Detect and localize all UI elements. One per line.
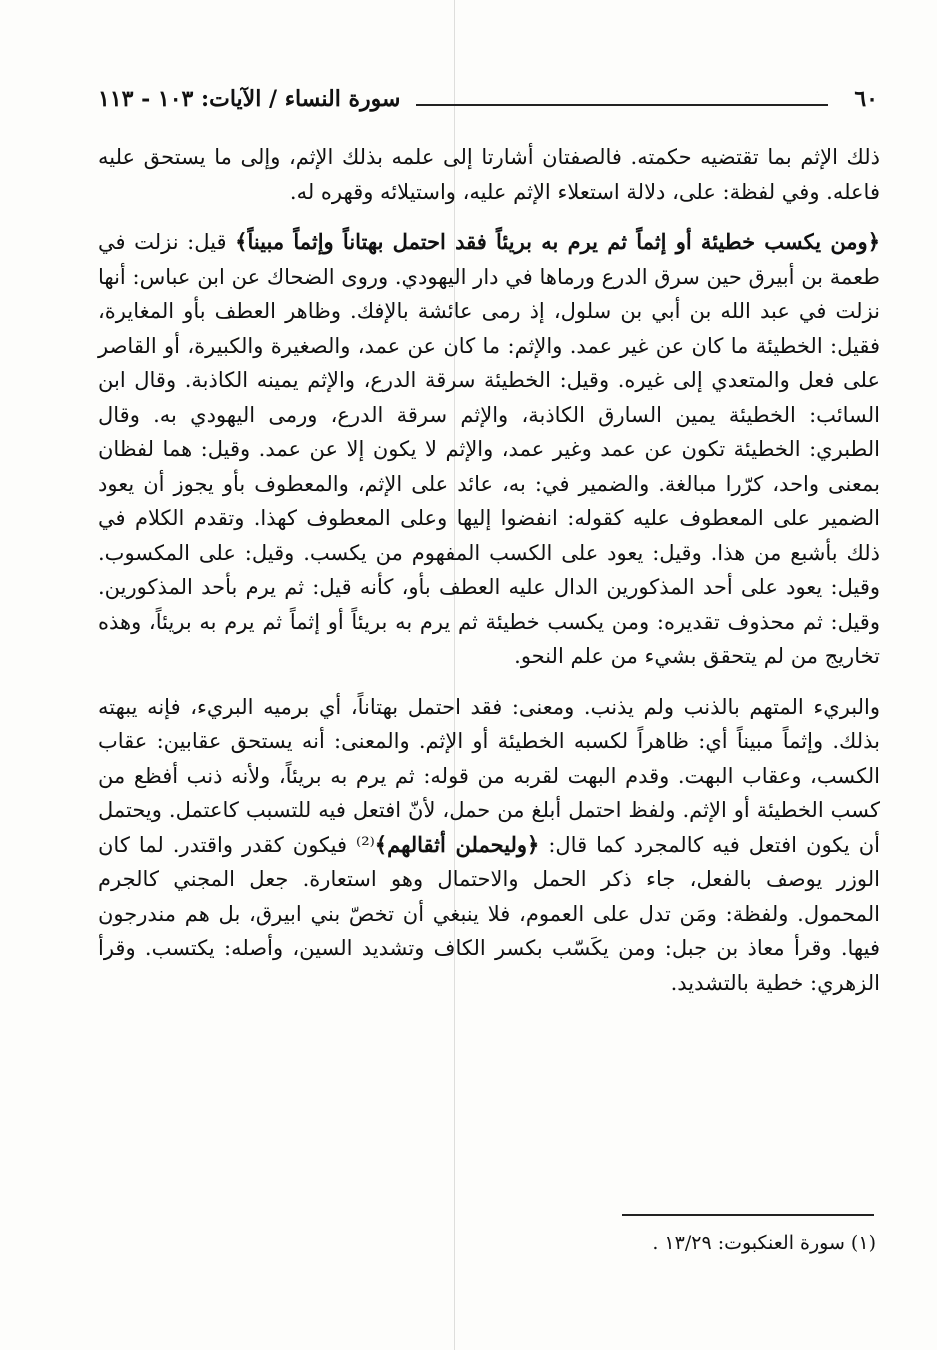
footnote-rule bbox=[622, 1214, 874, 1216]
text-run: ذلك الإثم بما تقتضيه حكمته. فالصفتان أشارتا إلى علمه بذلك الإثم، وإلى ما يستحق عليه فاعله. وفي لفظة: على، دلالة استعلاء الإثم عليه، واستيلائه وقهره له. bbox=[98, 145, 880, 204]
text-run: قيل: نزلت في طعمة بن أبيرق حين سرق الدرع ورماها في دار اليهودي. وروى الضحاك عن ابن عباس: أنها نزلت في عبد الله بن أبي بن سلول، إذ رمى عائشة بالإفك. وظاهر العطف بأو المغايرة، فقيل: الخطيئة ما كان عن غير عمد. والإثم: ما كان عن عمد، والصغيرة والكبيرة، أو القاصر على فعل والمتعدي إلى غيره. وقيل: الخطيئة سرقة الدرع، والإثم يمينه الكاذبة. وقال ابن السائب: الخطيئة يمين السارق الكاذبة، والإثم سرقة الدرع، ورمى اليهودي به. وقال الطبري: الخطيئة تكون عن عمد وغير عمد، والإثم لا يكون إلا عن عمد. وقيل: هما لفظان بمعنى واحد، كرّرا مبالغة. والضمير في: به، عائد على الإثم، والمعطوف بأو يجوز أن يعود الضمير على المعطوف عليه كقوله: انفضوا إليها وعلى المعطوف كهذا. وتقدم الكلام في ذلك بأشبع من هذا. وقيل: يعود على الكسب المفهوم من يكسب. وقيل: على المكسوب. وقيل: يعود على أحد المذكورين الدال عليه العطف بأو، كأنه قيل: ثم يرم بأحد المذكورين. وقيل: ثم محذوف تقديره: ومن يكسب خطيئة ثم يرم به بريئاً أو إثماً ثم يرم به بريئاً، وهذه تخاريج من لم يتحقق بشيء من علم النحو. bbox=[98, 230, 880, 668]
quran-verse: ﴿وليحملن أثقالهم﴾ bbox=[374, 831, 540, 857]
main-text bbox=[98, 140, 880, 1000]
paragraph-3 bbox=[98, 690, 880, 1001]
paragraph-2 bbox=[98, 225, 880, 674]
quran-verse: ﴿ومن يكسب خطيئة أو إثماً ثم يرم به بريئاً فقد احتمل بهتاناً وإثماً مبيناً﴾ bbox=[235, 229, 881, 254]
paragraph-1 bbox=[98, 140, 880, 209]
footnote: (١) سورة العنكبوت: ١٣/٢٩ . bbox=[652, 1232, 876, 1254]
running-header bbox=[98, 84, 878, 118]
chapter-title: سورة النساء / الآيات: ١٠٣ - ١١٣ bbox=[98, 86, 401, 112]
page-number: ٦٠ bbox=[854, 86, 878, 112]
text-run: والبريء المتهم بالذنب ولم يذنب. ومعنى: فقد احتمل بهتاناً، أي برميه البريء، فإنه يبهته بذلك. وإثماً مبيناً أي: ظاهراً لكسبه الخطيئة أو الإثم. والمعنى: أنه يستحق عقابين: عقاب الكسب، وعقاب البهت. وقدم البهت لقربه من قوله: ثم يرم به بريئاً، ولأنه ذنب أفظع من كسب الخطيئة أو الإثم. ولفظ احتمل أبلغ من حمل، لأنّ افتعل فيه للتسبب كاعتمل. ويحتمل أن يكون افتعل فيه كالمجرد كما قال: bbox=[98, 694, 881, 857]
header-rule bbox=[416, 104, 828, 106]
text-run: ⁽²⁾ فيكون كقدر واقتدر. لما كان الوزر يوصف بالفعل، جاء ذكر الحمل والاحتمال وهو استعارة. جعل المجني كالجرم المحمول. ولفظة: ومَن تدل على العموم، فلا ينبغي أن تخصّ بني ابيرق، بل هم مندرجون فيها. وقرأ معاذ بن جبل: ومن يكَسّب بكسر الكاف وتشديد السين، وأصله: يكتسب. وقرأ الزهري: خطية بالتشديد. bbox=[98, 832, 880, 995]
